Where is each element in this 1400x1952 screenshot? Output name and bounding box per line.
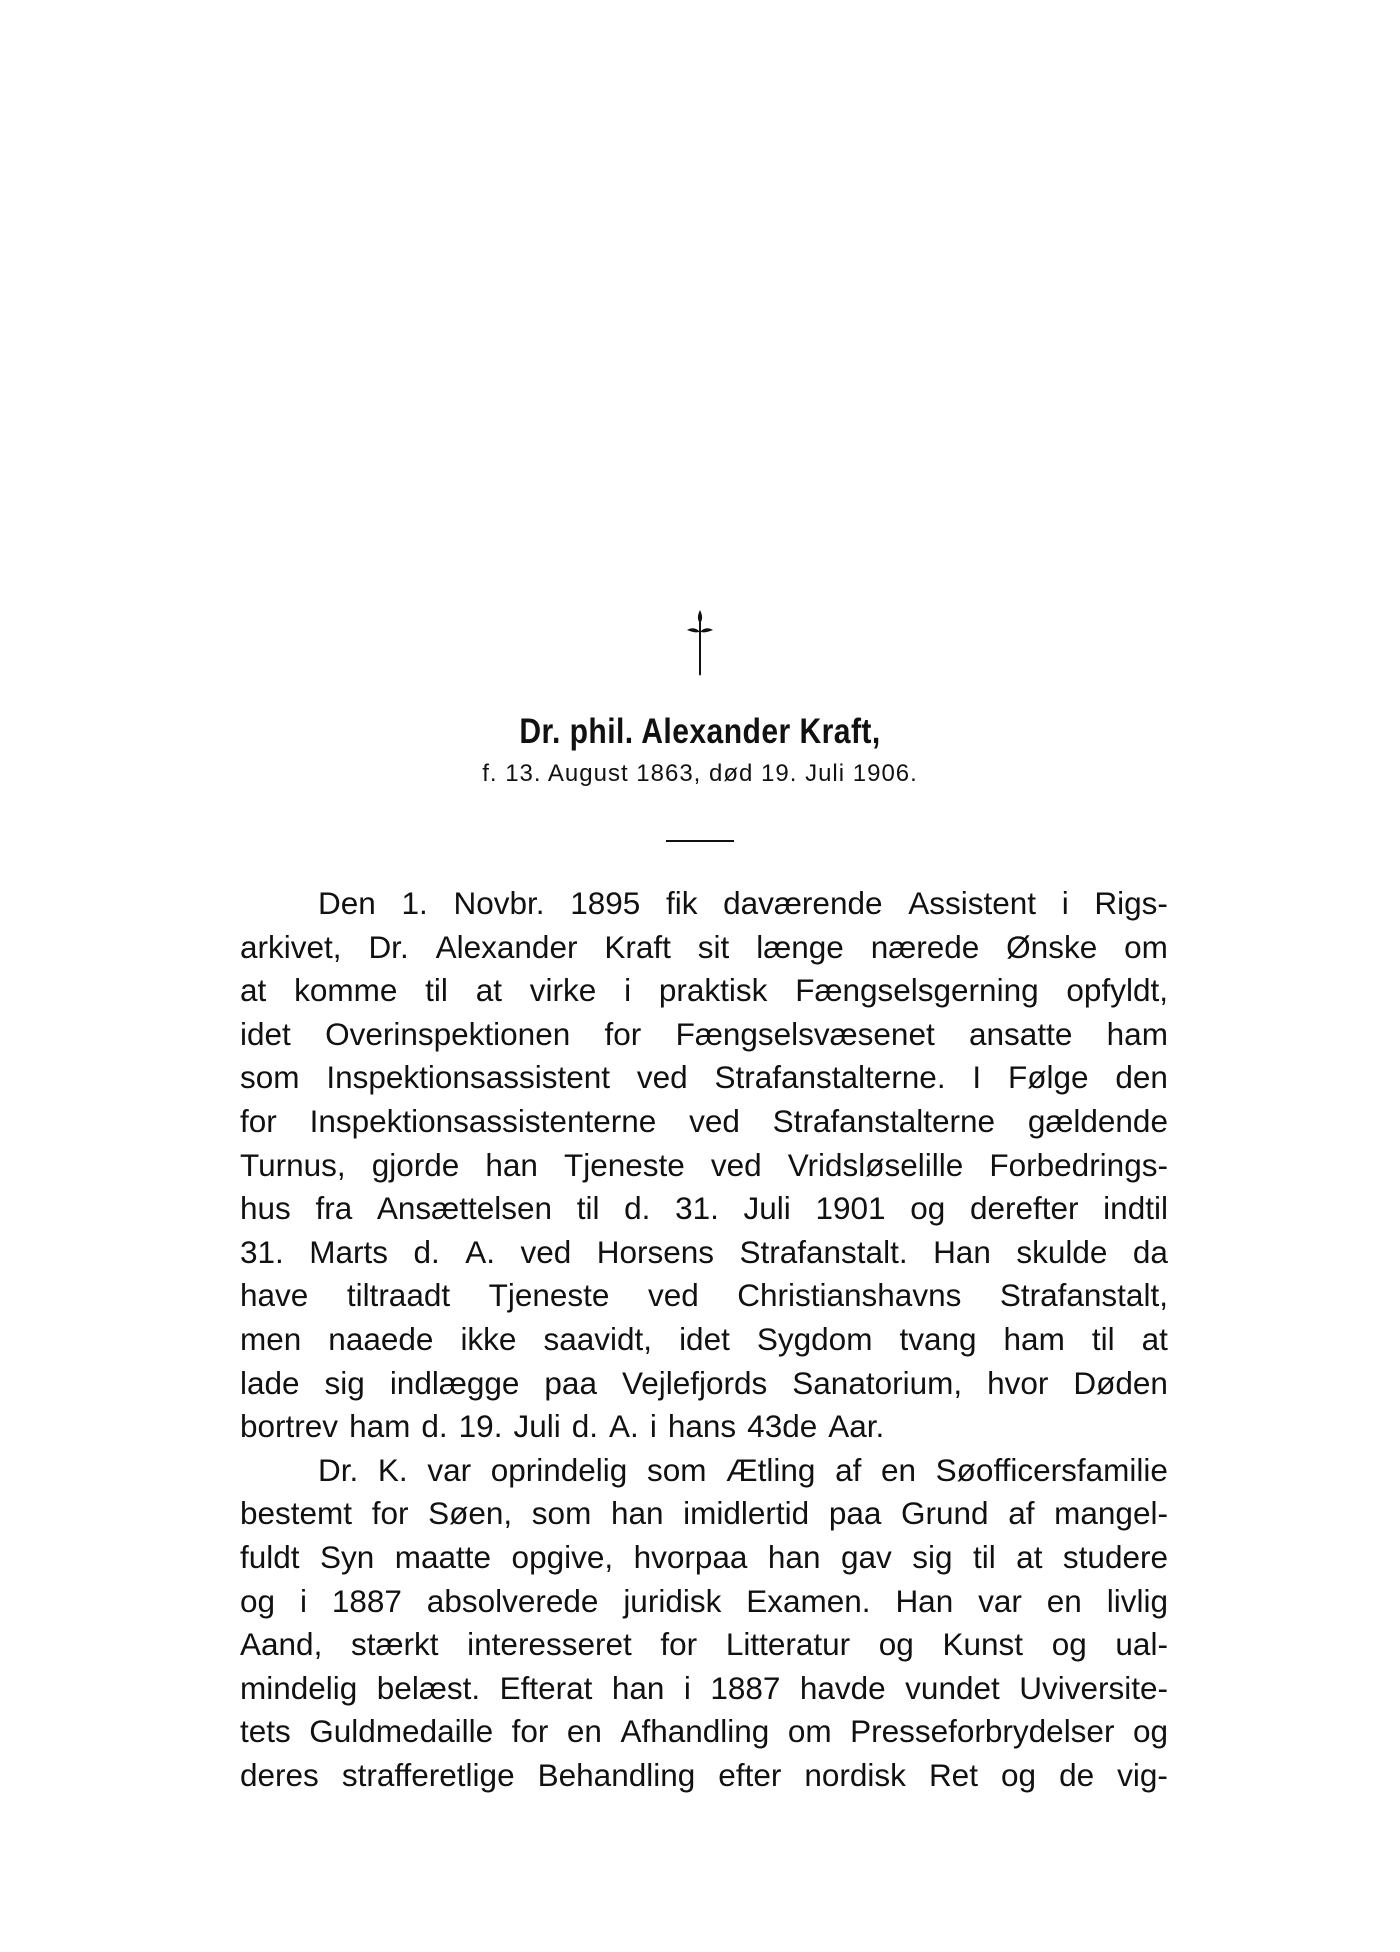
text-line: deres strafferetlige Behandling efter nordisk Ret og de vig-	[240, 1756, 1168, 1793]
cross-icon	[684, 608, 716, 678]
text-line: Aand, stærkt interesseret for Litteratur og Kunst og ual-	[240, 1626, 1168, 1663]
text-line: fuldt Syn maatte opgive, hvorpaa han gav sig til at studere	[240, 1538, 1168, 1575]
text-line: bortrev ham d. 19. Juli d. A. i hans 43de Aar.	[240, 1408, 885, 1445]
obituary-text	[240, 882, 1168, 1797]
text-line: som Inspektionsassistent ved Strafanstalterne. I Følge den	[240, 1059, 1168, 1096]
text-line: 31. Marts d. A. ved Horsens Strafanstalt. Han skulde da	[240, 1233, 1168, 1270]
text-line: bestemt for Søen, som han imidlertid paa Grund af mangel-	[240, 1495, 1168, 1532]
text-line: idet Overinspektionen for Fængselsvæsenet ansatte ham	[240, 1015, 1168, 1052]
divider	[666, 840, 734, 842]
text-line: for Inspektionsassistenterne ved Strafanstalterne gældende	[240, 1102, 1168, 1139]
text-line: hus fra Ansættelsen til d. 31. Juli 1901 og derefter indtil	[240, 1190, 1168, 1227]
text-line: have tiltraadt Tjeneste ved Christianshavns Strafanstalt,	[240, 1277, 1168, 1314]
text-line: Den 1. Novbr. 1895 fik daværende Assistent i Rigs-	[318, 885, 1168, 921]
text-line: Dr. K. var oprindelig som Ætling af en Søofficersfamilie	[318, 1451, 1168, 1488]
text-line: lade sig indlægge paa Vejlefjords Sanatorium, hvor Døden	[240, 1364, 1168, 1401]
text-line: og i 1887 absolverede juridisk Examen. Han var en livlig	[240, 1582, 1168, 1619]
life-dates: f. 13. August 1863, død 19. Juli 1906.	[482, 760, 918, 787]
text-line: men naaede ikke saavidt, idet Sygdom tvang ham til at	[240, 1320, 1168, 1357]
text-line: Turnus, gjorde han Tjeneste ved Vridsløselille Forbedrings-	[240, 1146, 1168, 1183]
page-title: Dr. phil. Alexander Kraft,	[519, 712, 881, 751]
text-line: arkivet, Dr. Alexander Kraft sit længe nærede Ønske om	[240, 928, 1168, 965]
text-line: at komme til at virke i praktisk Fængselsgerning opfyldt,	[240, 972, 1168, 1009]
text-line: mindelig belæst. Efterat han i 1887 havde vundet Uviversite-	[240, 1669, 1168, 1706]
text-line: tets Guldmedaille for en Afhandling om Presseforbrydelser og	[240, 1713, 1168, 1750]
